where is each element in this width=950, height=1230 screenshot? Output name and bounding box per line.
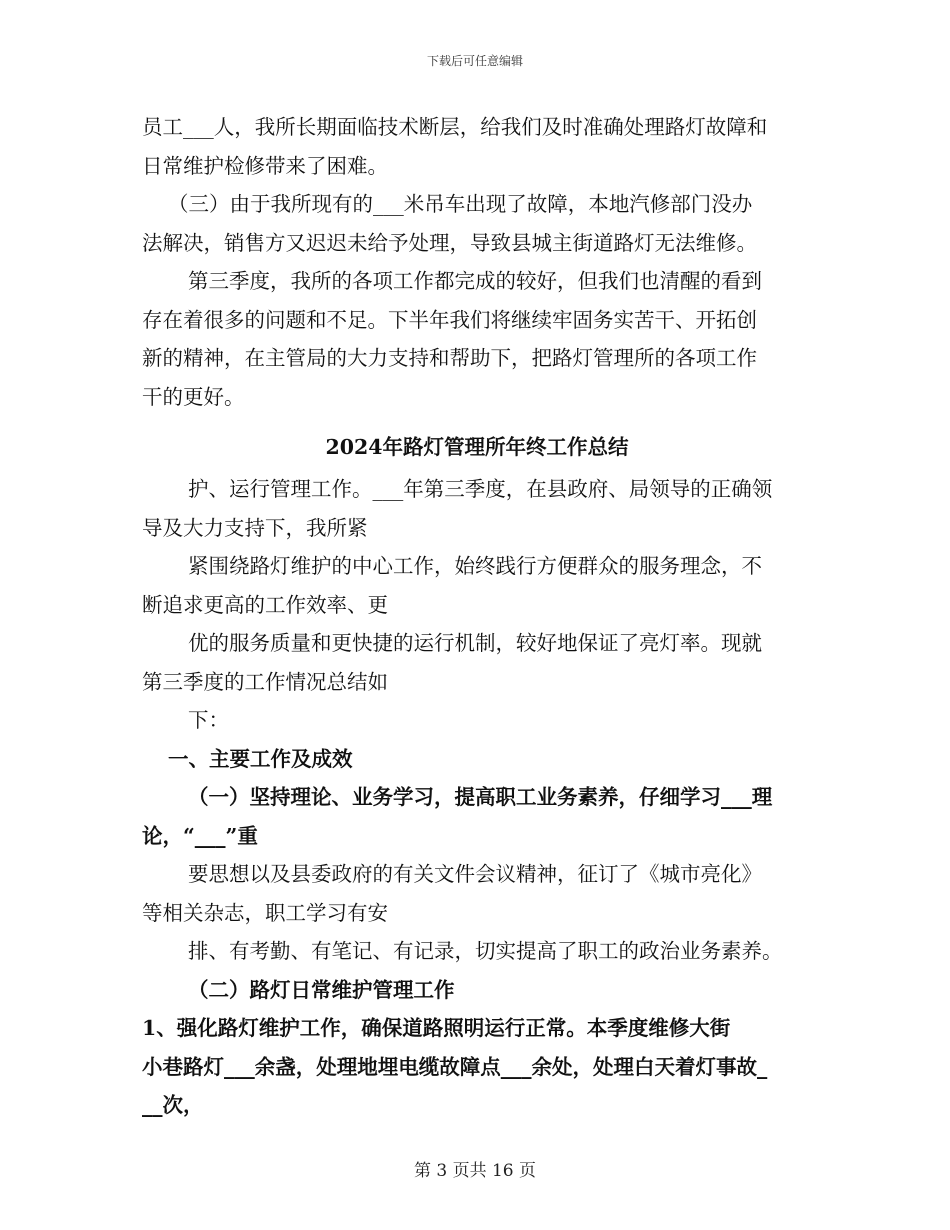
page-number: 第 3 页共 16 页 xyxy=(413,1161,537,1181)
body-line: 护、运行管理工作。___年第三季度，在县政府、局领导的正确领 xyxy=(188,477,773,501)
body-line: 新的精神，在主管局的大力支持和帮助下，把路灯管理所的各项工作 xyxy=(142,346,757,370)
body-line: 排、有考勤、有笔记、有记录，切实提高了职工的政治业务素养。 xyxy=(188,939,783,963)
body-line: （三）由于我所现有的___米吊车出现了故障，本地汽修部门没办 xyxy=(168,192,753,216)
body-line: 断追求更高的工作效率、更 xyxy=(142,592,388,617)
body-line: 干的更好。 xyxy=(142,384,245,409)
document-title: 2024年路灯管理所年终工作总结 xyxy=(325,435,629,459)
body-line: 导及大力支持下，我所紧 xyxy=(142,515,368,540)
subsection-heading: 论，“___”重 xyxy=(142,823,258,848)
page-header: 下载后可任意编辑 xyxy=(426,54,523,68)
body-line: 法解决，销售方又迟迟未给予处理，导致县城主街道路灯无法维修。 xyxy=(142,230,757,255)
document-body xyxy=(142,108,812,1125)
body-line: 紧围绕路灯维护的中心工作，始终践行方便群众的服务理念，不 xyxy=(188,554,762,578)
section-heading: 一、主要工作及成效 xyxy=(168,746,353,771)
item-heading: __次， xyxy=(142,1093,204,1117)
body-line: 优的服务质量和更快捷的运行机制，较好地保证了亮灯率。现就 xyxy=(188,631,762,655)
body-line: 等相关杂志，职工学习有安 xyxy=(142,900,388,925)
subsection-heading: （二）路灯日常维护管理工作 xyxy=(188,977,455,1002)
body-line: 要思想以及县委政府的有关文件会议精神，征订了《城市亮化》 xyxy=(188,862,762,886)
item-heading: 1、强化路灯维护工作，确保道路照明运行正常。本季度维修大街 xyxy=(142,1016,731,1040)
body-line: 存在着很多的问题和不足。下半年我们将继续牢固务实苦干、开拓创 xyxy=(142,307,757,332)
body-line: 员工___人，我所长期面临技术断层，给我们及时准确处理路灯故障和 xyxy=(142,115,768,139)
item-heading: 小巷路灯___余盏，处理地埋电缆故障点___余处，处理白天着灯事故_ xyxy=(142,1054,768,1079)
body-line: 第三季度的工作情况总结如 xyxy=(142,669,388,694)
body-line: 日常维护检修带来了困难。 xyxy=(142,153,388,178)
subsection-heading: （一）坚持理论、业务学习，提高职工业务素养，仔细学习___理 xyxy=(188,785,773,809)
body-line: 下： xyxy=(188,708,229,732)
body-line: 第三季度，我所的各项工作都完成的较好，但我们也清醒的看到 xyxy=(188,269,762,293)
